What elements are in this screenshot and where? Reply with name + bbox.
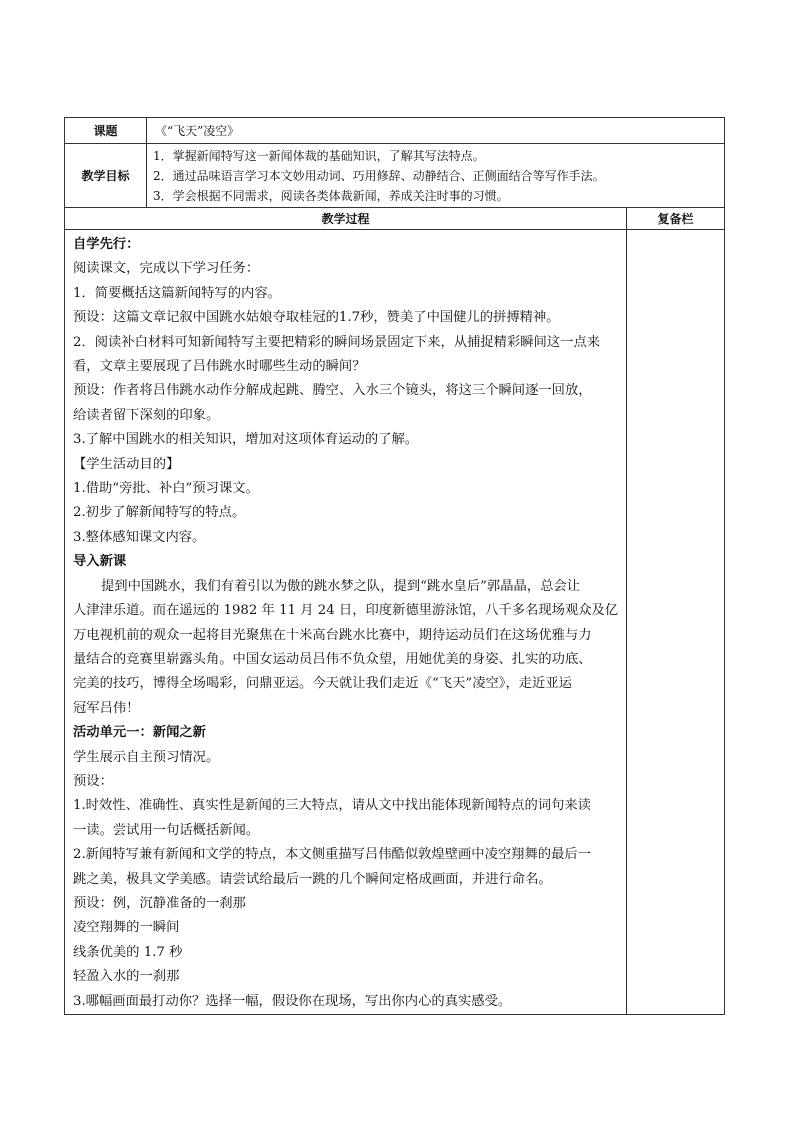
intro-line-4: 量结合的竞赛里崭露头角。中国女运动员吕伟不负众望，用她优美的身姿、扎实的功底、 — [73, 651, 592, 667]
unit-item-3: 3.哪幅画面最打动你？选择一幅，假设你在现场，写出你内心的真实感受。 — [73, 993, 512, 1009]
example-4: 轻盈入水的一刹那 — [73, 969, 180, 985]
purpose-3: 3.整体感知课文内容。 — [73, 529, 206, 545]
unit-item-1-line-2: 一读。尝试用一句话概括新闻。 — [73, 822, 260, 838]
process-header-row — [65, 208, 725, 230]
self-study-title: 自学先行： — [73, 237, 140, 252]
unit-intro: 学生展示自主预习情况。 — [73, 749, 220, 765]
goals-row — [65, 144, 725, 208]
lesson-plan-table — [64, 117, 725, 1015]
notes-header: 复备栏 — [627, 208, 725, 230]
example-2: 凌空翔舞的一瞬间 — [73, 920, 180, 936]
topic-value: 《“飞天”凌空》 — [147, 118, 725, 144]
intro-line-3: 万电视机前的观众一起将目光聚焦在十米高台跳水比赛中，期待运动员们在这场优雅与力 — [73, 627, 592, 643]
unit-item-1-line-1: 1.时效性、准确性、真实性是新闻的三大特点，请从文中找出能体现新闻特点的词句来读 — [73, 798, 591, 814]
example-preset: 预设：例，沉静准备的一刹那 — [73, 895, 246, 911]
example-3: 线条优美的 1.7 秒 — [73, 944, 183, 960]
answer-2-line-1: 预设：作者将吕伟跳水动作分解成起跳、腾空、入水三个镜头，将这三个瞬间逐一回放， — [73, 383, 592, 399]
goals-list — [147, 144, 725, 208]
intro-line-2: 人津津乐道。而在遥远的 1982 年 11 月 24 日，印度新德里游泳馆，八千多名现场观众及亿 — [73, 603, 619, 619]
purpose-2: 2.初步了解新闻特写的特点。 — [73, 505, 246, 521]
goal-item-1: 1．掌握新闻特写这一新闻体裁的基础知识，了解其写法特点。 — [153, 149, 485, 163]
intro-line-5: 完美的技巧，博得全场喝彩，问鼎亚运。今天就让我们走近《“飞天”凌空》，走近亚运 — [73, 676, 572, 692]
question-2-line-1: 2．阅读补白材料可知新闻特写主要把精彩的瞬间场景固定下来，从捕捉精彩瞬间这一点来 — [73, 334, 601, 350]
question-3: 3.了解中国跳水的相关知识，增加对这项体育运动的了解。 — [73, 432, 419, 448]
topic-row — [65, 118, 725, 144]
goals-label: 教学目标 — [65, 144, 147, 208]
unit-title: 活动单元一：新闻之新 — [73, 725, 206, 741]
unit-item-2-line-1: 2.新闻特写兼有新闻和文学的特点，本文侧重描写吕伟酷似敦煌壁画中凌空翔舞的最后一 — [73, 847, 591, 863]
goal-item-2: 2．通过品味语言学习本文妙用动词、巧用修辞、动静结合、正侧面结合等写作手法。 — [153, 169, 605, 183]
answer-1: 预设：这篇文章记叙中国跳水姑娘夺取桂冠的1.7秒，赞美了中国健儿的拼搏精神。 — [73, 310, 560, 326]
purpose-1: 1.借助“旁批、补白”预习课文。 — [73, 481, 259, 497]
intro-title: 导入新课 — [73, 554, 127, 570]
intro-line-1: 提到中国跳水，我们有着引以为傲的跳水梦之队，提到“跳水皇后”郭晶晶，总会让 — [101, 578, 580, 594]
question-1: 1．简要概括这篇新闻特写的内容。 — [73, 285, 281, 301]
notes-column — [627, 230, 725, 1015]
task-intro: 阅读课文，完成以下学习任务： — [73, 261, 260, 277]
process-content — [65, 230, 627, 1015]
purpose-title: 【学生活动目的】 — [73, 456, 180, 472]
topic-label: 课题 — [65, 118, 147, 144]
unit-item-2-line-2: 跳之美，极具文学美感。请尝试给最后一跳的几个瞬间定格成画面，并进行命名。 — [73, 871, 552, 887]
question-2-line-2: 看，文章主要展现了吕伟跳水时哪些生动的瞬间？ — [73, 359, 366, 375]
process-header: 教学过程 — [65, 208, 627, 230]
preset-label: 预设： — [73, 773, 113, 789]
intro-line-6: 冠军吕伟！ — [73, 700, 140, 716]
process-body-row — [65, 230, 725, 1015]
answer-2-line-2: 给读者留下深刻的印象。 — [73, 407, 220, 423]
goal-item-3: 3．学会根据不同需求，阅读各类体裁新闻，养成关注时事的习惯。 — [153, 189, 509, 203]
